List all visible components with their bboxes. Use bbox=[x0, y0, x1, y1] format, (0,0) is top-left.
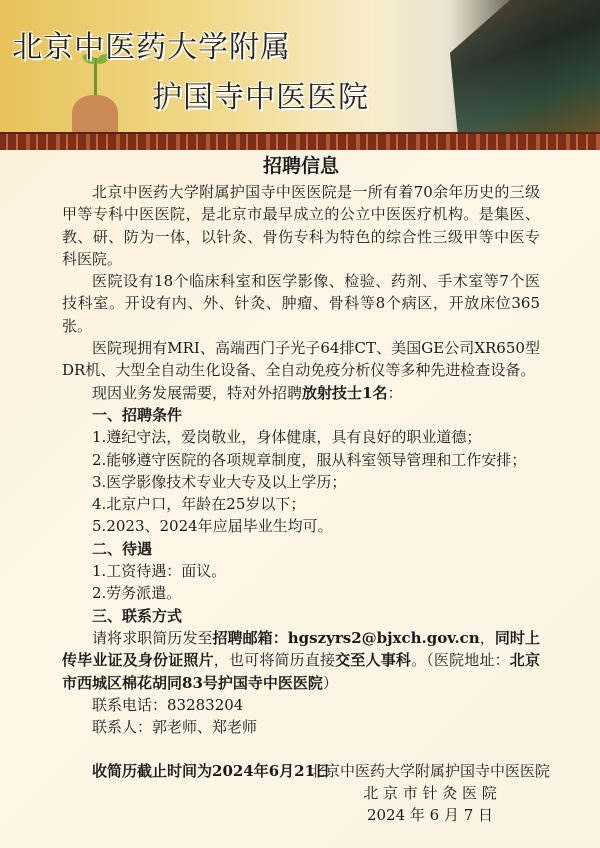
contact-text: ，也可将简历直接 bbox=[213, 651, 336, 670]
list-item: 1.遵纪守法，爱岗敬业，身体健康，具有良好的职业道德； bbox=[92, 428, 482, 447]
banner-title-line1: 北京中医药大学附属 bbox=[12, 30, 291, 65]
hand-image bbox=[72, 95, 118, 135]
recruit-position: 放射技士1名 bbox=[302, 383, 388, 402]
recruit-prefix: 现因业务发展需要，特对外招聘 bbox=[92, 383, 303, 402]
deadline: 收简历截止时间为2024年6月21日 bbox=[92, 762, 331, 781]
list-item: 5.2023、2024年应届毕业生均可。 bbox=[92, 517, 333, 536]
signature-org: 北京中医药大学附属护国寺中医医院 bbox=[309, 762, 550, 780]
recruit-line bbox=[62, 382, 540, 404]
contact-phone: 联系电话：83283204 bbox=[92, 695, 244, 714]
banner-title-line2: 护国寺中医医院 bbox=[152, 80, 369, 115]
contact-person: 联系人：郭老师、郑老师 bbox=[92, 718, 258, 737]
signature-block bbox=[290, 760, 570, 826]
contact-paragraph bbox=[62, 627, 540, 694]
email-address: 招聘邮箱：hgszyrs2@bjxch.gov.cn bbox=[212, 628, 480, 647]
list-item: 4.北京户口，年龄在25岁以下； bbox=[92, 495, 306, 514]
header-banner bbox=[0, 0, 600, 150]
section-heading: 一、招聘条件 bbox=[92, 405, 183, 424]
contact-text: 请将求职简历发至 bbox=[92, 628, 213, 647]
page-title: 招聘信息 bbox=[262, 155, 339, 177]
intro-paragraph: 北京中医药大学附属护国寺中医医院是一所有着70余年历史的三级甲等专科中医医院，是北京市最早成立的公立中医医疗机构。是集医、教、研、防为一体，以针灸、骨伤专科为特色的综合性三级甲等中医专科医院。 bbox=[62, 183, 540, 268]
contact-text: 。（医院地址： bbox=[411, 651, 510, 670]
fret-border bbox=[0, 132, 600, 150]
list-item: 1.工资待遇：面议。 bbox=[92, 562, 227, 581]
signature-org-alt: 北 京 市 针 灸 医 院 bbox=[363, 784, 497, 802]
intro-paragraph: 医院现拥有MRI、高端西门子光子64排CT、美国GE公司XR650型DR机、大型全自动生化设备、全自动免疫分析仪等多种先进检查设备。 bbox=[62, 339, 540, 380]
hospital-address: 北京市西城区棉花胡同83号护国寺中医医院 bbox=[62, 651, 540, 692]
intro-paragraph: 医院设有18个临床科室和医学影像、检验、药剂、手术室等7个医技科室。开设有内、外、针灸、肿瘤、骨科等8个病区，开放床位365张。 bbox=[62, 272, 540, 335]
section-heading: 三、联系方式 bbox=[92, 606, 183, 625]
list-item: 3.医学影像技术专业大专及以上学历； bbox=[92, 472, 347, 491]
signature-date: 2024 年 6 月 7 日 bbox=[366, 806, 494, 824]
recruit-suffix: ： bbox=[387, 383, 403, 402]
contact-text: ， bbox=[479, 628, 495, 647]
contact-text: ） bbox=[322, 673, 338, 692]
list-item: 2.能够遵守医院的各项规章制度，服从科室领导管理和工作安排； bbox=[92, 450, 527, 469]
contact-text: 交至人事科 bbox=[335, 651, 412, 670]
contact-text: 同时上传毕业证及身份证照片 bbox=[62, 628, 540, 670]
list-item: 2.劳务派遣。 bbox=[92, 584, 182, 603]
temple-roof-image bbox=[450, 0, 600, 132]
notice-body bbox=[62, 153, 540, 783]
section-heading: 二、待遇 bbox=[92, 539, 153, 558]
